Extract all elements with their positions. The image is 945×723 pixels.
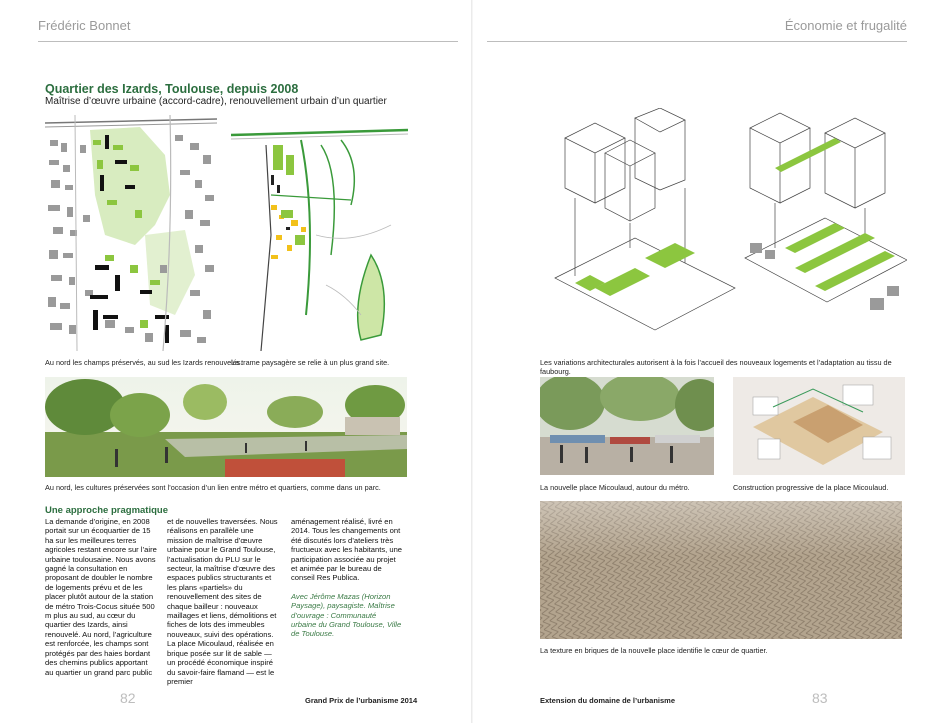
caption-market: La nouvelle place Micoulaud, autour du métro. [540, 483, 690, 492]
page-spine [471, 0, 473, 723]
running-header-left: Frédéric Bonnet [38, 18, 131, 33]
page-number-left: 82 [120, 690, 136, 706]
park-rendering-image [45, 377, 407, 477]
header-rule-left [38, 41, 458, 42]
urban-plan-image [45, 115, 217, 351]
project-title: Quartier des Izards, Toulouse, depuis 2008 [45, 82, 299, 96]
header-rule-right [487, 41, 907, 42]
running-header-right: Économie et frugalité [784, 18, 907, 33]
axonometric-drawings-image [535, 108, 907, 350]
footer-chapter-title: Extension du domaine de l’urbanisme [540, 696, 676, 705]
text-column-3 [291, 517, 403, 639]
column-1-text: La demande d’origine, en 2008 portait sur un écoquartier de 15 ha sur les meilleures terres agricoles restant encore sur l’aire urbaine toulousaine. Nous avons gagné la consultation en proposant de doubler le nombre de logements prévu et de les placer plutôt autour de la station de métro Trois-Cocus située 500 m plus au sud, au cœur du quartier des Izards, ainsi renouvelé. Au nord, l’agriculture est renforcée, les champs sont protégés par des haies bordant des chemins publics apportant au quartier un grand parc public [45, 517, 157, 677]
credits-text: Avec Jérôme Mazas (Horizon Paysage), paysagiste. Maîtrise d’ouvrage : Communauté urbaine du Grand Toulouse, Ville de Toulouse. [291, 591, 402, 639]
page-number-right: 83 [812, 690, 828, 706]
caption-axonometric: Les variations architecturales autorisent à la fois l’accueil des nouveaux logements et l’adaptation au tissu de faubourg. [540, 358, 892, 376]
caption-urban-plan: Au nord les champs préservés, au sud les Izards renouvelés. [45, 358, 243, 367]
caption-bricks: La texture en briques de la nouvelle place identifie le cœur de quartier. [540, 646, 768, 655]
caption-park: Au nord, les cultures préservées sont l’occasion d’un lien entre métro et quartiers, comme dans un parc. [45, 483, 381, 492]
section-heading: Une approche pragmatique [45, 505, 168, 516]
caption-landscape-network: La trame paysagère se relie à un plus grand site. [231, 358, 390, 367]
column-3-text: aménagement réalisé, livré en 2014. Tous les changements ont été discutés lors d’ateliers très fructueux avec les habitants, une participation associée au projet et animée par le bureau de conseil Res Publica. [291, 517, 403, 583]
market-photo-image [540, 377, 714, 475]
brick-texture-image [540, 501, 902, 639]
text-column-2 [167, 517, 279, 686]
model-photo-image [733, 377, 905, 475]
landscape-network-image [231, 115, 408, 351]
column-2-text: et de nouvelles traversées. Nous réalisons en parallèle une mission de maîtrise d’œuvre urbaine pour le Grand Toulouse, l’actualisation du PLU sur le secteur, la maîtrise d’œuvre des espaces publics structurants et les plans «partiels» du renouvellement des sites de chaque bailleur : nouveaux maillages et liens, démolitions et fiches de lots des immeubles nouveaux, suivi des opérations. La place Micoulaud, réalisée en brique posée sur lit de sable — un procédé économique inspiré du savoir-faire flamand — est le premier [167, 517, 278, 686]
caption-model: Construction progressive de la place Micoulaud. [733, 483, 889, 492]
footer-publication-title: Grand Prix de l’urbanisme 2014 [305, 696, 418, 705]
text-column-1 [45, 517, 157, 677]
project-subtitle: Maîtrise d’œuvre urbaine (accord-cadre), renouvellement urbain d’un quartier [45, 96, 387, 107]
